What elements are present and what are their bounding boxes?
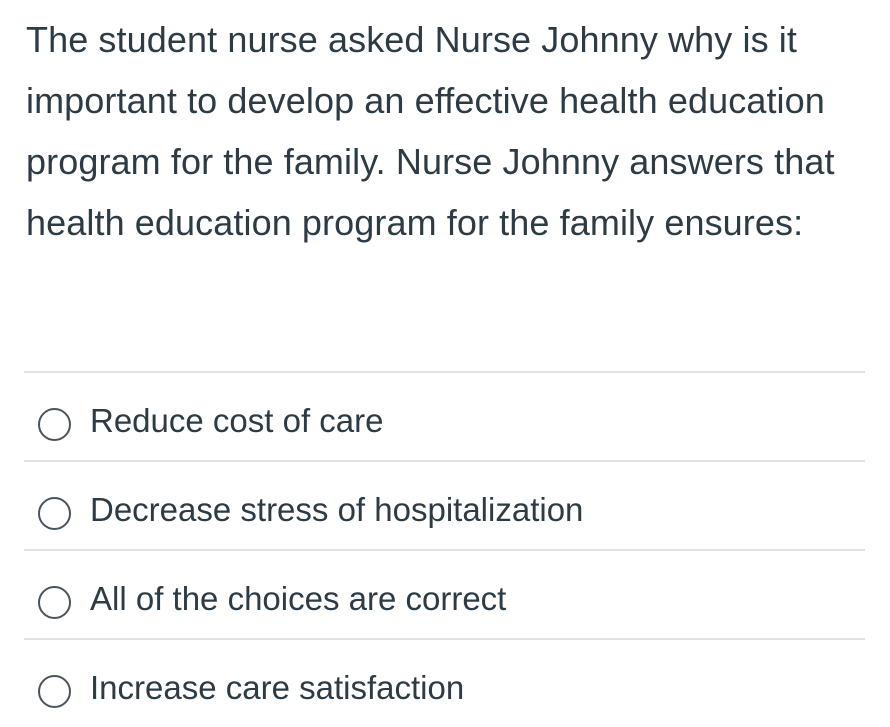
- answer-label[interactable]: Reduce cost of care: [90, 402, 384, 439]
- radio-button[interactable]: [38, 586, 71, 619]
- radio-button[interactable]: [38, 497, 71, 530]
- radio-button[interactable]: [38, 408, 71, 441]
- radio-button[interactable]: [38, 675, 71, 708]
- answer-option-reduce-cost[interactable]: [24, 371, 865, 460]
- answer-option-all-correct[interactable]: [24, 549, 865, 638]
- question-text: The student nurse asked Nurse Johnny why is it important to develop an effective health education program for the family. Nurse Johnny answers that health education program for the family ensures:: [26, 19, 835, 243]
- answer-label[interactable]: Decrease stress of hospitalization: [90, 491, 584, 528]
- answer-label[interactable]: Increase care satisfaction: [90, 669, 465, 706]
- answer-label[interactable]: All of the choices are correct: [90, 580, 507, 617]
- answer-option-increase-satisfaction[interactable]: [24, 638, 865, 727]
- answer-list: [24, 371, 865, 727]
- answer-option-decrease-stress[interactable]: [24, 460, 865, 549]
